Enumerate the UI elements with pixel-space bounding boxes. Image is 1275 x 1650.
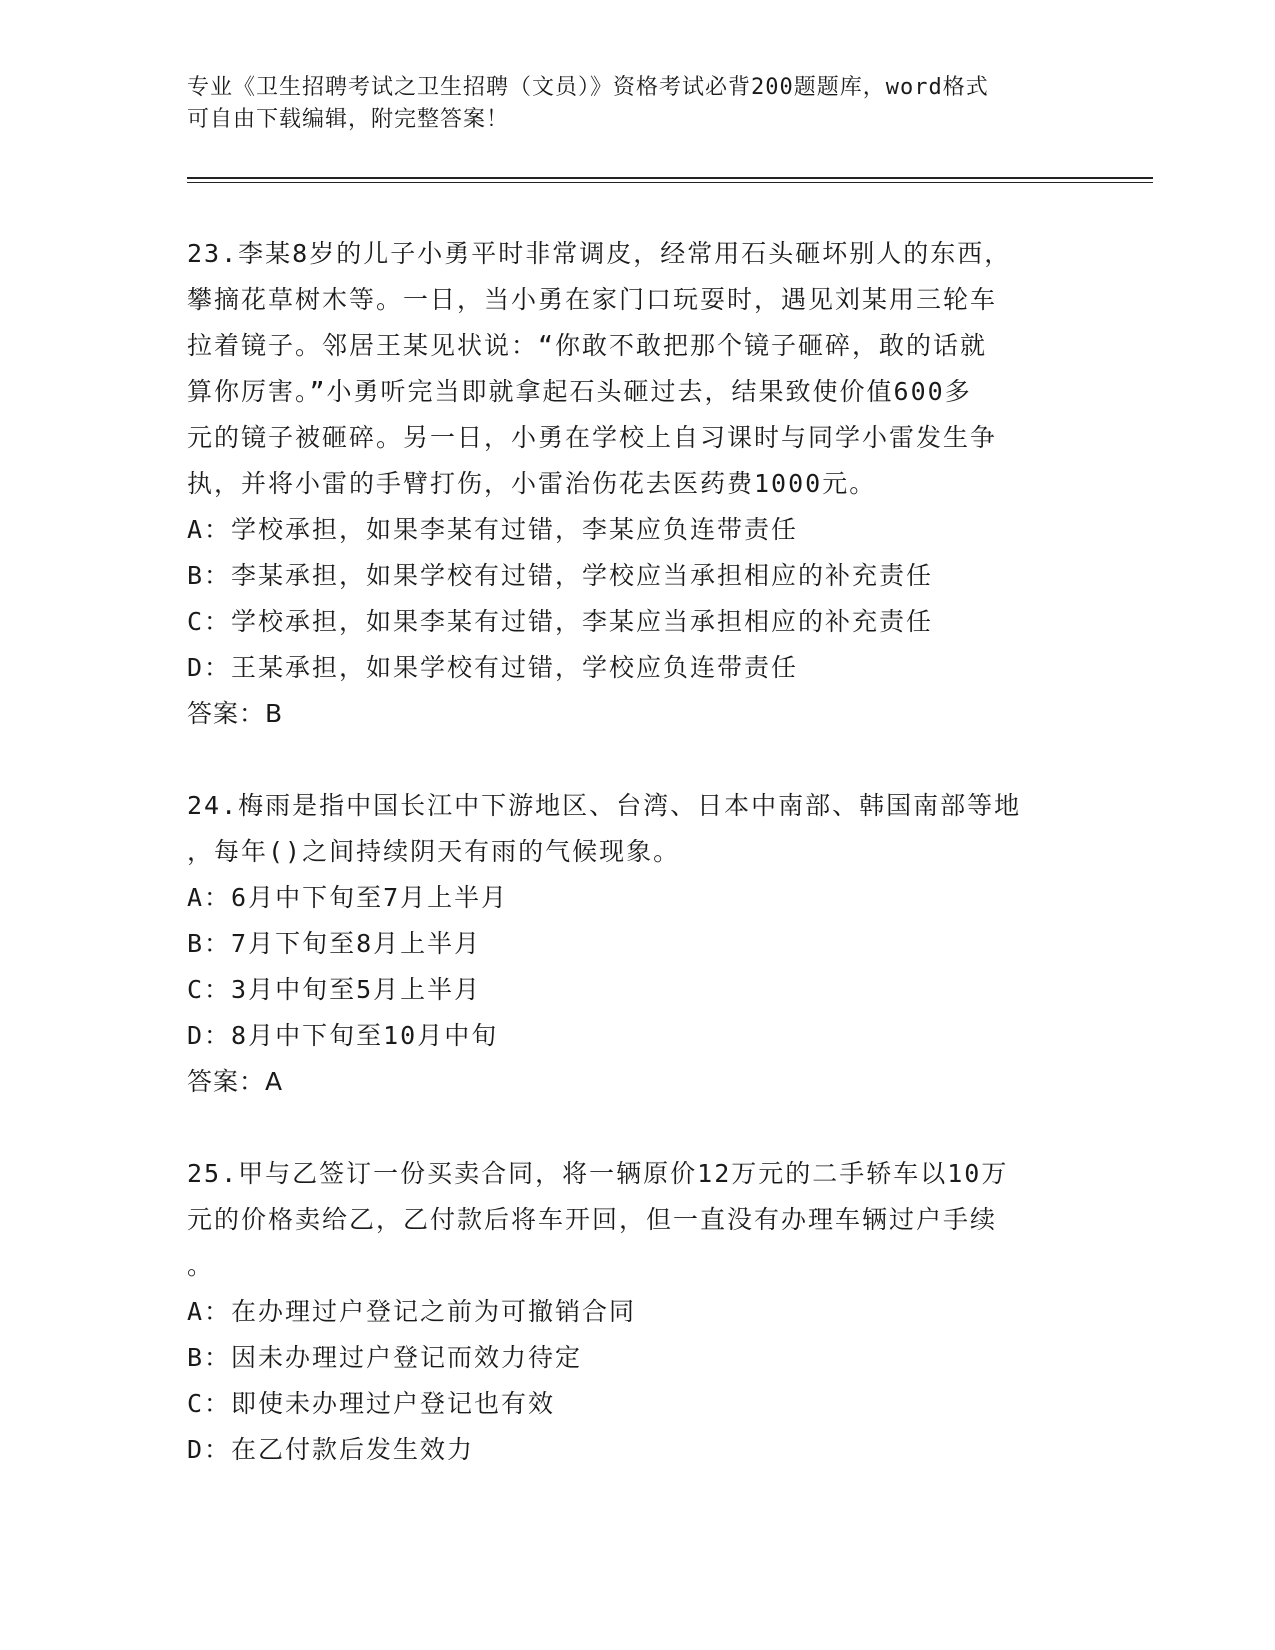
question-list (187, 231, 1087, 1473)
header-line-2: 可自由下载编辑，附完整答案！ (187, 107, 510, 132)
option-b: B：因未办理过户登记而效力待定 (187, 1343, 583, 1372)
question-text-line: 攀摘花草树木等。一日，当小勇在家门口玩耍时，遇见刘某用三轮车 (187, 285, 998, 314)
question-text-line: 元的镜子被砸碎。另一日，小勇在学校上自习课时与同学小雷发生争 (187, 423, 998, 452)
question-24 (187, 783, 1087, 1105)
question-text-line: 元的价格卖给乙，乙付款后将车开回，但一直没有办理车辆过户手续 (187, 1205, 998, 1234)
header-divider-thin (187, 182, 1153, 183)
question-text-line: ，每年()之间持续阴天有雨的气候现象。 (187, 837, 681, 866)
question-23 (187, 231, 1087, 737)
answer-line: 答案：B (187, 699, 284, 728)
header-divider-thick (187, 177, 1153, 179)
option-a: A：学校承担，如果李某有过错，李某应负连带责任 (187, 515, 799, 544)
question-text-line: 执，并将小雷的手臂打伤，小雷治伤花去医药费1000元。 (187, 469, 877, 498)
option-a: A：在办理过户登记之前为可撤销合同 (187, 1297, 637, 1326)
question-text-line: 算你厉害。”小勇听完当即就拿起石头砸过去，结果致使价值600多 (187, 377, 972, 406)
question-25 (187, 1151, 1087, 1473)
question-text-line: 。 (187, 1251, 215, 1280)
question-text-line: 24.梅雨是指中国长江中下游地区、台湾、日本中南部、韩国南部等地 (187, 791, 1022, 820)
option-d: D：8月中下旬至10月中旬 (187, 1021, 499, 1050)
option-b: B：7月下旬至8月上半月 (187, 929, 482, 958)
question-text-line: 拉着镜子。邻居王某见状说：“你敢不敢把那个镜子砸碎，敢的话就 (187, 331, 988, 360)
option-c: C：学校承担，如果李某有过错，李某应当承担相应的补充责任 (187, 607, 934, 636)
document-header (187, 72, 1067, 136)
option-b: B：李某承担，如果学校有过错，学校应当承担相应的补充责任 (187, 561, 934, 590)
option-d: D：王某承担，如果学校有过错，学校应负连带责任 (187, 653, 799, 682)
option-c: C：3月中旬至5月上半月 (187, 975, 482, 1004)
header-line-1: 专业《卫生招聘考试之卫生招聘（文员）》资格考试必背200题题库，word格式 (187, 75, 989, 100)
question-text-line: 23.李某8岁的儿子小勇平时非常调皮，经常用石头砸坏别人的东西， (187, 239, 1012, 268)
question-text-line: 25.甲与乙签订一份买卖合同，将一辆原价12万元的二手轿车以10万 (187, 1159, 1009, 1188)
option-c: C：即使未办理过户登记也有效 (187, 1389, 556, 1418)
option-a: A：6月中下旬至7月上半月 (187, 883, 509, 912)
option-d: D：在乙付款后发生效力 (187, 1435, 475, 1464)
answer-line: 答案：A (187, 1067, 284, 1096)
